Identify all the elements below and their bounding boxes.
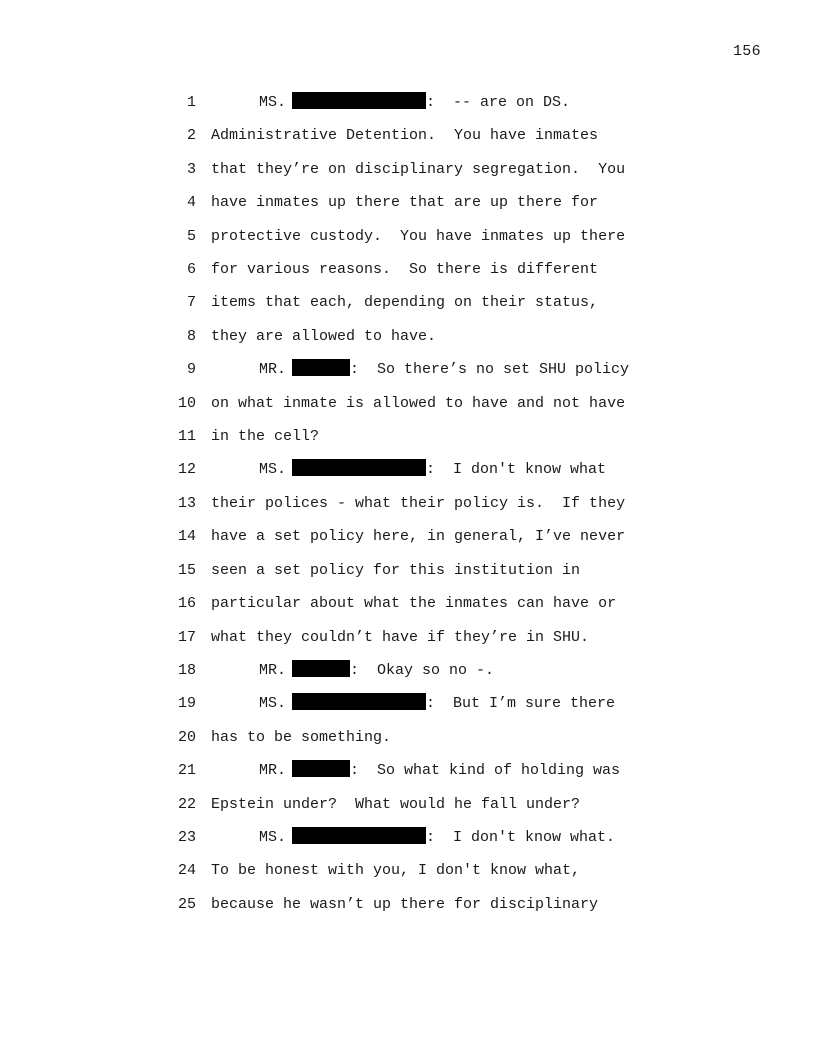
line-content: Administrative Detention. You have inmates xyxy=(211,127,599,145)
transcript-line xyxy=(0,91,816,124)
line-text xyxy=(211,859,580,883)
line-number: 24 xyxy=(177,862,196,880)
line-content: because he wasn’t up there for disciplinary xyxy=(211,895,599,913)
speaker-label: MS. xyxy=(259,94,287,111)
line-text xyxy=(211,759,620,783)
transcript-line xyxy=(0,158,816,191)
line-content: : So there’s no set SHU policy xyxy=(350,361,630,379)
transcript-line xyxy=(0,793,816,826)
line-content: items that each, depending on their status, xyxy=(211,294,599,312)
transcript-line xyxy=(0,726,816,759)
line-text xyxy=(211,425,319,449)
line-text xyxy=(211,225,625,249)
line-text xyxy=(211,91,570,115)
transcript-line xyxy=(0,291,816,324)
line-text xyxy=(211,191,598,215)
line-number: 23 xyxy=(177,828,196,846)
line-number: 9 xyxy=(186,361,196,379)
transcript-line xyxy=(0,692,816,725)
line-text xyxy=(211,893,598,917)
line-number: 3 xyxy=(186,160,196,178)
line-content: have a set policy here, in general, I’ve never xyxy=(211,528,626,546)
speaker-label: MR. xyxy=(259,361,287,379)
line-content: their polices - what their policy is. If they xyxy=(211,494,626,512)
speaker-label: MS. xyxy=(259,828,287,846)
line-number: 8 xyxy=(186,327,196,345)
line-number: 12 xyxy=(177,461,196,479)
line-content: : So what kind of holding was xyxy=(350,762,621,780)
redaction-bar xyxy=(292,92,426,109)
line-number: 6 xyxy=(186,261,196,279)
line-content: what they couldn’t have if they’re in SHU. xyxy=(211,628,590,646)
transcript-line xyxy=(0,325,816,358)
transcript-line xyxy=(0,659,816,692)
line-content: : I don't know what xyxy=(426,461,607,479)
line-text xyxy=(211,659,494,683)
transcript-line xyxy=(0,525,816,558)
transcript-line xyxy=(0,592,816,625)
transcript-line xyxy=(0,425,816,458)
line-content: in the cell? xyxy=(211,428,320,446)
line-number: 2 xyxy=(186,127,196,145)
line-text xyxy=(211,692,615,716)
transcript-line xyxy=(0,626,816,659)
line-text xyxy=(211,358,629,382)
speaker-label: MS. xyxy=(259,461,287,479)
line-text xyxy=(211,392,625,416)
line-content: seen a set policy for this institution in xyxy=(211,561,581,579)
line-text xyxy=(211,525,625,549)
page-number: 156 xyxy=(733,43,761,60)
transcript-line xyxy=(0,893,816,926)
speaker-label: MR. xyxy=(259,661,287,679)
line-content: have inmates up there that are up there for xyxy=(211,194,599,212)
line-content: protective custody. You have inmates up there xyxy=(211,227,626,245)
line-number: 17 xyxy=(177,628,196,646)
line-number: 1 xyxy=(186,94,196,111)
line-number: 20 xyxy=(177,728,196,746)
line-content: To be honest with you, I don't know what, xyxy=(211,862,581,880)
redaction-bar xyxy=(292,459,426,476)
redaction-bar xyxy=(292,359,350,376)
transcript-line xyxy=(0,559,816,592)
line-text xyxy=(211,559,580,583)
line-text xyxy=(211,258,598,282)
transcript-line xyxy=(0,492,816,525)
line-number: 22 xyxy=(177,795,196,813)
line-text xyxy=(211,291,598,315)
transcript-line xyxy=(0,826,816,859)
line-number: 14 xyxy=(177,528,196,546)
line-number: 19 xyxy=(177,695,196,713)
line-content: on what inmate is allowed to have and not have xyxy=(211,394,626,412)
speaker-label: MR. xyxy=(259,762,287,780)
line-content: particular about what the inmates can have or xyxy=(211,595,617,613)
line-text xyxy=(211,492,625,516)
line-text xyxy=(211,626,589,650)
line-text xyxy=(211,726,391,750)
transcript-line xyxy=(0,759,816,792)
transcript-line xyxy=(0,859,816,892)
redaction-bar xyxy=(292,660,350,677)
redaction-bar xyxy=(292,693,426,710)
line-number: 11 xyxy=(177,428,196,446)
speaker-label: MS. xyxy=(259,695,287,713)
line-number: 5 xyxy=(186,227,196,245)
transcript-line xyxy=(0,225,816,258)
line-content: : -- are on DS. xyxy=(426,94,571,111)
line-text xyxy=(211,124,598,148)
line-content: Epstein under? What would he fall under? xyxy=(211,795,581,813)
redaction-bar xyxy=(292,827,426,844)
line-text xyxy=(211,592,616,616)
line-number: 21 xyxy=(177,762,196,780)
line-number: 18 xyxy=(177,661,196,679)
line-text xyxy=(211,793,580,817)
line-content: for various reasons. So there is different xyxy=(211,261,599,279)
line-number: 10 xyxy=(177,394,196,412)
transcript-body xyxy=(0,91,816,926)
line-content: that they’re on disciplinary segregation. You xyxy=(211,160,626,178)
redaction-bar xyxy=(292,760,350,777)
line-number: 13 xyxy=(177,494,196,512)
line-number: 7 xyxy=(186,294,196,312)
line-text xyxy=(211,458,606,482)
line-text xyxy=(211,158,625,182)
line-number: 25 xyxy=(177,895,196,913)
line-number: 16 xyxy=(177,595,196,613)
line-content: : I don't know what. xyxy=(426,828,616,846)
line-text xyxy=(211,325,436,349)
transcript-line xyxy=(0,392,816,425)
line-number: 15 xyxy=(177,561,196,579)
line-content: : But I’m sure there xyxy=(426,695,616,713)
line-number: 4 xyxy=(186,194,196,212)
line-text xyxy=(211,826,615,850)
line-content: has to be something. xyxy=(211,728,392,746)
transcript-line xyxy=(0,258,816,291)
transcript-line xyxy=(0,124,816,157)
line-content: : Okay so no -. xyxy=(350,661,495,679)
transcript-line xyxy=(0,191,816,224)
transcript-line xyxy=(0,458,816,491)
transcript-line xyxy=(0,358,816,391)
line-content: they are allowed to have. xyxy=(211,327,437,345)
